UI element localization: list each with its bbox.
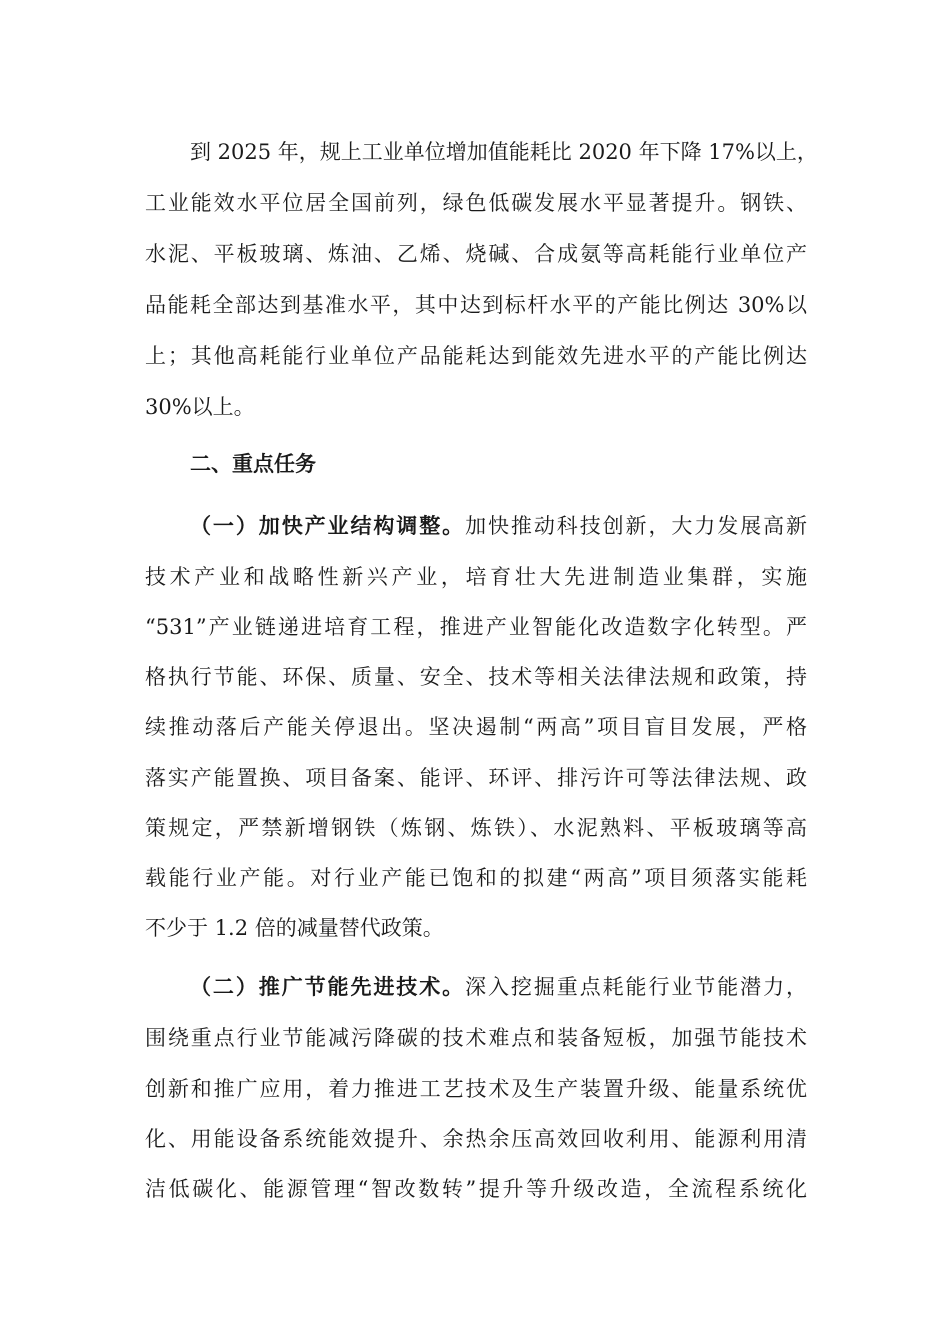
para3-line-1 bbox=[190, 967, 807, 1007]
section-heading: 二、重点任务 bbox=[190, 451, 316, 476]
para3-line-4: 化、用能设备系统能效提升、余热余压高效回收利用、能源利用清 bbox=[145, 1127, 807, 1151]
para3-first-line-rest: 深入挖掘重点耗能行业节能潜力， bbox=[465, 975, 807, 999]
para1-line-6: 30%以上。 bbox=[145, 395, 255, 419]
para2-line-3: “531”产业链递进培育工程，推进产业智能化改造数字化转型。严 bbox=[145, 615, 807, 639]
para2-line-1 bbox=[190, 506, 807, 546]
para2-line-6: 落实产能置换、项目备案、能评、环评、排污许可等法律法规、政 bbox=[145, 766, 807, 790]
para3-line-2: 围绕重点行业节能减污降碳的技术难点和装备短板，加强节能技术 bbox=[145, 1026, 807, 1050]
para1-line-1: 到 2025 年，规上工业单位增加值能耗比 2020 年下降 17%以上， bbox=[190, 140, 818, 164]
para3-line-3: 创新和推广应用，着力推进工艺技术及生产装置升级、能量系统优 bbox=[145, 1077, 807, 1101]
para2-line-7: 策规定，严禁新增钢铁（炼钢、炼铁）、水泥熟料、平板玻璃等高 bbox=[145, 816, 807, 840]
para2-line-9: 不少于 1.2 倍的减量替代政策。 bbox=[145, 916, 444, 940]
para2-lead: （一）加快产业结构调整。 bbox=[190, 513, 466, 538]
para2-line-2: 技术产业和战略性新兴产业，培育壮大先进制造业集群，实施 bbox=[145, 565, 807, 589]
para2-first-line-rest: 加快推动科技创新，大力发展高新 bbox=[465, 514, 807, 538]
para3-lead: （二）推广节能先进技术。 bbox=[190, 974, 466, 999]
para2-line-5: 续推动落后产能关停退出。坚决遏制“两高”项目盲目发展，严格 bbox=[145, 715, 807, 739]
para3-line-5: 洁低碳化、能源管理“智改数转”提升等升级改造，全流程系统化 bbox=[145, 1177, 807, 1201]
para1-line-3: 水泥、平板玻璃、炼油、乙烯、烧碱、合成氨等高耗能行业单位产 bbox=[145, 242, 807, 266]
para1-line-5: 上；其他高耗能行业单位产品能耗达到能效先进水平的产能比例达 bbox=[145, 344, 807, 368]
para1-line-2: 工业能效水平位居全国前列，绿色低碳发展水平显著提升。钢铁、 bbox=[145, 191, 807, 215]
para1-line-4: 品能耗全部达到基准水平，其中达到标杆水平的产能比例达 30%以 bbox=[145, 293, 807, 317]
para2-line-4: 格执行节能、环保、质量、安全、技术等相关法律法规和政策，持 bbox=[145, 665, 807, 689]
para2-line-8: 载能行业产能。对行业产能已饱和的拟建“两高”项目须落实能耗 bbox=[145, 866, 807, 890]
